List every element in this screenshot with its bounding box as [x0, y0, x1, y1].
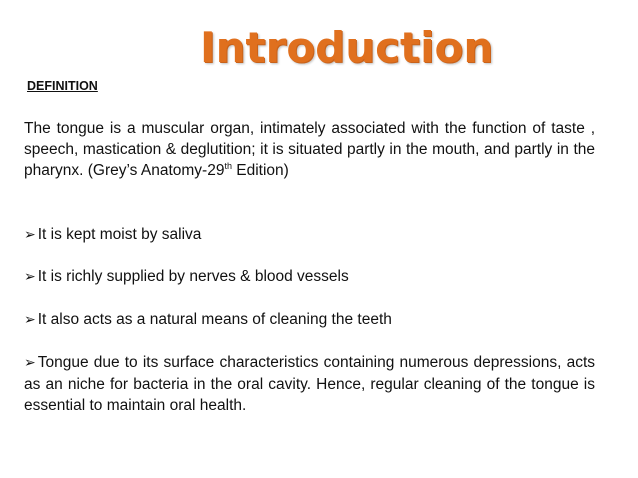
bullet-text: Tongue due to its surface characteristics containing numerous depressions, acts as an niche for bacteria in the oral cavity. Hence, regular cleaning of the tongue is essential to maintain oral health.: [24, 354, 595, 414]
bullet-text: It is richly supplied by nerves & blood vessels: [37, 268, 349, 285]
bullet-text: It also acts as a natural means of cleaning the teeth: [37, 311, 392, 328]
definition-text-main: The tongue is a muscular organ, intimately associated with the function of taste , speech, mastication & deglutition; it is situated partly in the mouth, and partly in the pharynx. (Grey’s Anatomy-29: [24, 120, 595, 179]
definition-text-tail: Edition): [231, 162, 289, 179]
bullet-text: It is kept moist by saliva: [37, 226, 202, 243]
definition-superscript: th: [224, 160, 232, 171]
slide-title: Introduction: [200, 23, 494, 72]
bullet-item: [24, 266, 595, 288]
definition-label: DEFINITION: [27, 79, 98, 93]
bullet-item: [24, 309, 595, 331]
arrow-bullet-icon: ➢: [24, 227, 36, 243]
arrow-bullet-icon: ➢: [24, 312, 36, 328]
bullet-item: [24, 224, 595, 246]
arrow-bullet-icon: ➢: [24, 355, 36, 371]
arrow-bullet-icon: ➢: [24, 269, 36, 285]
definition-paragraph: [24, 118, 595, 181]
bullet-item: [24, 352, 595, 416]
